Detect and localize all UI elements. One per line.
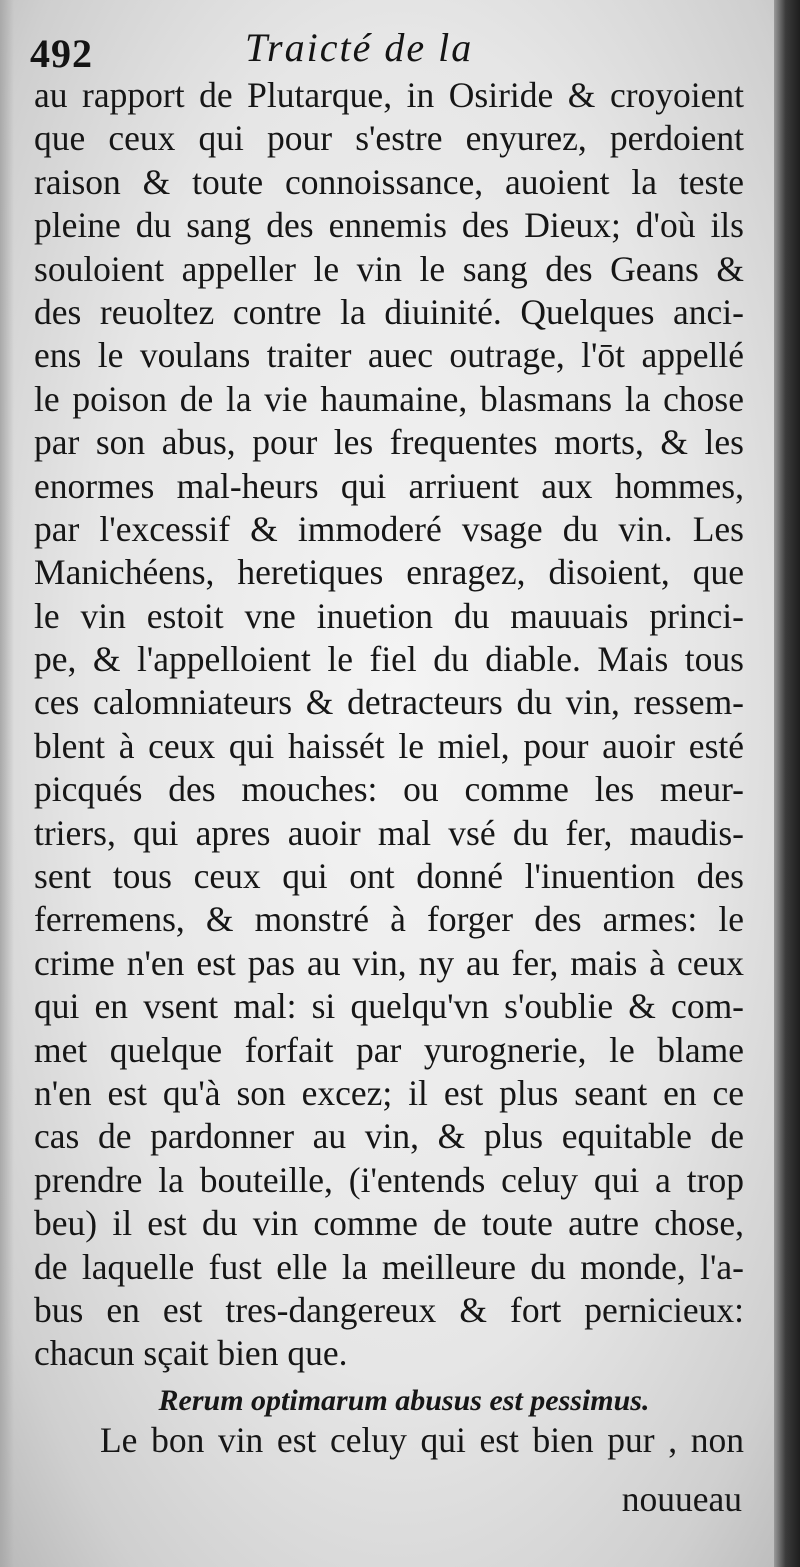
text-line: n'en est qu'à son excez; il est plus seant en ce <box>34 1072 744 1113</box>
binding-gutter <box>774 0 800 1567</box>
text-line: le vin estoit vne inuetion du mauuais princi- <box>34 595 744 636</box>
text-line: qui en vsent mal: si quelqu'vn s'oublie & com- <box>34 986 744 1027</box>
text-line: raison & toute connoissance, auoient la teste <box>34 161 744 202</box>
text-line: chacun sçait bien que. <box>34 1333 348 1374</box>
text-line: beu) il est du vin comme de toute autre chose, <box>34 1203 744 1244</box>
text-line: par son abus, pour les frequentes morts, & les <box>34 422 744 463</box>
latin-quote: Rerum optimarum abusus est pessimus. <box>158 1383 650 1417</box>
page-edge-shadow <box>0 0 14 1567</box>
body-text <box>34 74 744 1463</box>
text-line: bus en est tres-dangereux & fort pernicieux: <box>34 1289 744 1330</box>
text-line: enormes mal-heurs qui arriuent aux hommes, <box>34 465 744 506</box>
text-line: cas de pardonner au vin, & plus equitable de <box>34 1116 744 1157</box>
text-line: pe, & l'appelloient le fiel du diable. Mais tous <box>34 639 744 680</box>
text-line: blent à ceux qui haissét le miel, pour auoir esté <box>34 725 744 766</box>
text-line: ferremens, & monstré à forger des armes: le <box>34 899 744 940</box>
text-line: prendre la bouteille, (i'entends celuy qui a trop <box>34 1159 744 1200</box>
text-line: par l'excessif & immoderé vsage du vin. Les <box>34 508 744 549</box>
text-line: au rapport de Plutarque, in Osiride & croyoient <box>34 75 744 115</box>
page-number: 492 <box>30 31 93 76</box>
text-line: ces calomniateurs & detracteurs du vin, ressem- <box>34 682 744 723</box>
text-line: picqués des mouches: ou comme les meur- <box>34 769 744 810</box>
text-line: sent tous ceux qui ont donné l'inuention des <box>34 856 744 897</box>
catchword: nouueau <box>621 1479 742 1519</box>
text-line: triers, qui apres auoir mal vsé du fer, maudis- <box>34 812 744 853</box>
running-head: Traicté de la <box>245 25 474 70</box>
paragraph-start-line: Le bon vin est celuy qui est bien pur , non <box>100 1420 744 1461</box>
text-line: pleine du sang des ennemis des Dieux; d'où ils <box>34 205 744 246</box>
text-line: ens le voulans traiter auec outrage, l'ōt appellé <box>34 335 744 376</box>
text-line: Manichéens, heretiques enragez, disoient, que <box>34 552 744 593</box>
text-line: le poison de la vie haumaine, blasmans la chose <box>34 378 744 419</box>
text-line: crime n'en est pas au vin, ny au fer, mais à ceux <box>34 942 744 983</box>
text-line: des reuoltez contre la diuinité. Quelques anci- <box>34 291 744 332</box>
text-line: que ceux qui pour s'estre enyurez, perdoient <box>34 118 744 159</box>
text-line: met quelque forfait par yurognerie, le blame <box>34 1029 744 1070</box>
text-line: de laquelle fust elle la meilleure du monde, l'a- <box>34 1246 744 1287</box>
text-line: souloient appeller le vin le sang des Geans & <box>34 248 744 289</box>
